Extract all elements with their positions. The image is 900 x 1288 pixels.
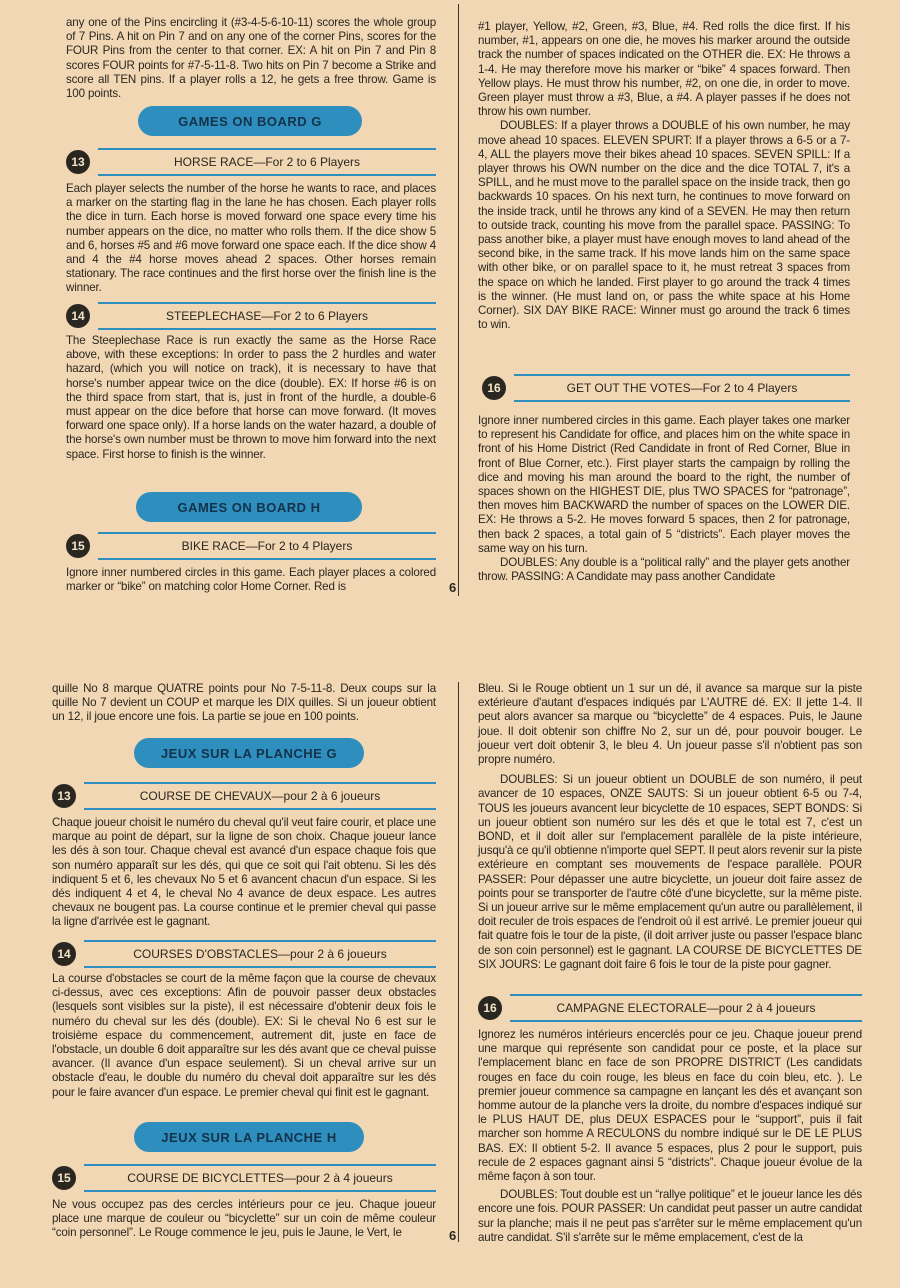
game-title: GET OUT THE VOTES—For 2 to 4 Players bbox=[566, 381, 798, 395]
game-15-header bbox=[66, 532, 436, 560]
game-title: CAMPAGNE ELECTORALE—pour 2 à 4 joueurs bbox=[556, 1001, 816, 1015]
divider bbox=[84, 1164, 436, 1166]
banner-board-h: JEUX SUR LA PLANCHE H bbox=[134, 1122, 364, 1152]
game-number-badge: 13 bbox=[66, 150, 90, 174]
game-number-badge: 15 bbox=[66, 534, 90, 558]
game-number-badge: 13 bbox=[52, 784, 76, 808]
divider bbox=[84, 940, 436, 942]
game-16-rules: Ignore inner numbered circles in this game. Each player takes one marker to represent his Candidate for office, and places him on the white space in front of his Home District (Red Candidate in front of Red Corner, Blue in front of Blue Corner, etc.). First player starts the campaign by rolling the dice and moving his man around the board to the right, the number of spaces shown on the HIGHEST DIE, plus TWO SPACES for “patronage”, then moves him BACKWARD the number of spaces on the LOWER DIE. EX: He throws a 5-2. He moves forward 5 spaces, then 2 for patronage, then back 2 spaces, a total gain of 5 “districts”. Each player moves the same way on his turn. bbox=[478, 414, 850, 555]
game-title: COURSES D'OBSTACLES—pour 2 à 6 joueurs bbox=[133, 947, 387, 961]
game-14-rules: La course d'obstacles se court de la même façon que la course de chevaux ci-dessus, avec ces exceptions: Afin de pouvoir passer deux obstacles (lesquels sont visibles sur la piste), il est nécessaire d'obtenir deux fois le numéro du cheval sur les dés (double). EX: Si le cheval No 6 est sur le troisième espace du commencement, autrement dit, juste en face de l'obstacle, un double 6 doit apparaître sur les dés avant que ce cheval puisse avancer. (Il avance d'un espace seulement). Si un cheval arrive sur un obstacle d'eau, le double du numéro du cheval doit apparaître sur les dés pour le faire avancer d'un espace. Le premier cheval qui finit est le gagnant. bbox=[52, 972, 436, 1099]
page-number: 6 bbox=[449, 580, 457, 595]
divider bbox=[510, 1020, 862, 1022]
intro-paragraph: any one of the Pins encircling it (#3-4-5-6-10-11) scores the whole group of 7 Pins. A hit on Pin 7 and on any one of the corner Pins, scores for the FOUR Pins from the center to that corner. EX: A hit on Pin 7 and Pin 8 scores FOUR points for #7-5-11-8. Two hits on Pin 7 become a Strike and score all TEN pins. If a player rolls a 12, he gets a free throw. Game is 100 points. bbox=[66, 16, 436, 101]
game-title: BIKE RACE—For 2 to 4 Players bbox=[181, 539, 353, 553]
divider bbox=[84, 1190, 436, 1192]
game-title: COURSE DE CHEVAUX—pour 2 à 6 joueurs bbox=[139, 789, 381, 803]
bike-race-rules: #1 player, Yellow, #2, Green, #3, Blue, #4. Red rolls the dice first. If his number, #1, appears on one die, he moves his marker around the outside track the number of spaces indicated on the OTHER die. EX: He throws a 1-4. He may therefore move his marker or “bike” 4 spaces forward. Then Yellow plays. He must throw his number, #2, on one die, in order to move. Green player must throw a #3, Blue, a #4. A player passes if he does not throw his own number. bbox=[478, 20, 850, 119]
game-16-header bbox=[482, 374, 850, 402]
game-number-badge: 15 bbox=[52, 1166, 76, 1190]
game-15-rules: Ne vous occupez pas des cercles intérieurs pour ce jeu. Chaque joueur place une marque de couleur ou “bicyclette” sur un coin de même couleur “coin personnel”. Le Rouge commence le jeu, puis le Jaune, le Vert, le bbox=[52, 1198, 436, 1240]
divider bbox=[98, 328, 436, 330]
game-15-header bbox=[52, 1164, 436, 1192]
page-number: 6 bbox=[449, 1228, 457, 1243]
bike-race-doubles: DOUBLES: If a player throws a DOUBLE of his own number, he may move ahead 10 spaces. ELEVEN SPURT: If a player throws a 6-5 or a 7-4, ALL the players move their bikes ahead 10 spaces. SEVEN SPILL: If a player throws his OWN number on the dice and the dice TOTAL 7, it's a SPILL, and he must move to the parallel space on the inside track, then go backwards 10 spaces. On his next turn, he continues to move forward on the inside track, until he throws any kind of a SEVEN. He may then return to outside track, counting his move from the parallel space. PASSING: To pass another bike, a player must have enough moves to land ahead of the second bike, in the same track. If his move lands him on the same space with other bike, or on parallel space to it, he must retreat 3 spaces from the space on which he landed. First player to go around the track 4 times is the winner. (He must land on, or pass the white space at his Home Corner). SIX DAY BIKE RACE: Winner must go around the track 6 times to win. bbox=[478, 119, 850, 332]
game-16-rules: Ignorez les numéros intérieurs encerclés pour ce jeu. Chaque joueur prend une marque qui représente son candidat pour ce poste, et la place sur l'emplacement blanc en face de son PROPRE DISTRICT (Les candidats rouges en face du coin rouge, les bleus en face du coin bleu, etc. ). Le premier joueur commence sa campagne en lançant les dés et avançant son homme autour de la planche vers la droite, du nombre d'espaces indiqué sur le PLUS HAUT DE, plus DEUX ESPACES pour le “support”, puis il fait marcher son homme A RECULONS du nombre indiqué sur le DE LE PLUS BAS. EX: Il obtient 5-2. Il avance 5 espaces, plus 2 pour le support, puis recule de 2 espaces gagnant ainsi 5 “districts”. Chaque joueur évolue de la même façon à son tour. bbox=[478, 1028, 862, 1184]
divider bbox=[84, 808, 436, 810]
game-13-header bbox=[66, 148, 436, 176]
game-15-rules: Ignore inner numbered circles in this game. Each player places a colored marker or “bike” on matching color Home Corner. Red is bbox=[66, 566, 436, 594]
divider bbox=[84, 782, 436, 784]
game-14-header bbox=[52, 940, 436, 968]
divider bbox=[98, 148, 436, 150]
game-title: HORSE RACE—For 2 to 6 Players bbox=[173, 155, 361, 169]
game-16-doubles: DOUBLES: Any double is a “political rally” and the player gets another throw. PASSING: A Candidate may pass another Candidate bbox=[478, 556, 850, 584]
divider bbox=[98, 532, 436, 534]
column-divider bbox=[458, 4, 459, 596]
column-divider bbox=[458, 682, 459, 1242]
game-number-badge: 14 bbox=[66, 304, 90, 328]
intro-paragraph: quille No 8 marque QUATRE points pour No 7-5-11-8. Deux coups sur la quille No 7 devient un COUP et marque les DIX quilles. Si un joueur obtient un 12, il joue encore une fois. La partie se joue en 100 points. bbox=[52, 682, 436, 724]
banner-board-g: GAMES ON BOARD G bbox=[138, 106, 362, 136]
french-page bbox=[0, 644, 900, 1288]
game-14-header bbox=[66, 302, 436, 330]
game-number-badge: 16 bbox=[478, 996, 502, 1020]
bike-race-doubles: DOUBLES: Si un joueur obtient un DOUBLE de son numéro, il peut avancer de 10 espaces, ONZE SAUTS: Si un joueur obtient 6-5 ou 7-4, TOUS les joueurs avancent leur bicyclette de 10 espaces, SEPT BONDS: Si un joueur obtient son numéro sur les dés et que le total est 7, c'est un BOND, et il doit aller sur l'emplacement parallèle de la piste intérieure, jusqu'à ce qu'il obtienne n'importe quel SEPT. Il peut alors revenir sur la piste extérieure en comptant ses mouvements de l'espace parallèle. POUR PASSER: Pour dépasser une autre bicyclette, un joueur doit faire assez de points pour se transporter de l'autre côté d'une bicyclette, sur la même piste. Si un joueur arrive sur le même emplacement qu'un autre ou parallèlement, il doit reculer de trois espaces de l'endroit où il est arrivé. Le premier joueur qui fait quatre fois le tour de la piste, (il doit arriver juste ou passer l'espace blanc de son coin personnel) est le gagnant. LA COURSE DE BICYCLETTES DE SIX JOURS: Le gagnant doit faire 6 fois le tour de la piste pour gagner. bbox=[478, 773, 862, 971]
game-16-doubles: DOUBLES: Tout double est un “rallye politique” et le joueur lance les dés encore une fois. POUR PASSER: Un candidat peut passer un autre candidat sur la planche; mais il ne peut pas s'arrêter sur le même emplacement qu'un autre candidat. S'il s'arrête sur le même emplacement, c'est de la bbox=[478, 1188, 862, 1244]
divider bbox=[98, 558, 436, 560]
divider bbox=[514, 400, 850, 402]
game-title: STEEPLECHASE—For 2 to 6 Players bbox=[165, 309, 369, 323]
game-13-header bbox=[52, 782, 436, 810]
game-16-header bbox=[478, 994, 862, 1022]
game-13-rules: Chaque joueur choisit le numéro du cheval qu'il veut faire courir, et place une marque au point de départ, sur la ligne de son choix. Chaque joueur lance les dés à son tour. Chaque cheval est avancé d'un espace chaque fois que son numéro apparaît sur les dés, qui que ce soit qui l'ait obtenu. Si les dés indiquent 5 et 6, les chevaux No 5 et 6 avancent chacun d'un espace. Si les dés indiquent 4 et 4, le cheval No 4 avance de deux espace. Les autres chevaux ne bougent pas. La course continue et le premier cheval qui passe la ligne d'arrivée est le gagnant. bbox=[52, 816, 436, 929]
divider bbox=[98, 174, 436, 176]
divider bbox=[98, 302, 436, 304]
game-13-rules: Each player selects the number of the horse he wants to race, and places a marker on the starting flag in the lane he has chosen. Each player rolls the dice in turn. Each horse is moved forward one space every time his number appears on the dice, no matter who rolls them. If the dice show 5 and 6, horses #5 and #6 move forward one space each. If the dice show 4 and 4 the #4 horse moves ahead 2 spaces. Other horses remain stationary. The race continues and the first horse over the finish line is the winner. bbox=[66, 182, 436, 295]
game-14-rules: The Steeplechase Race is run exactly the same as the Horse Race above, with these exceptions: In order to pass the 2 hurdles and water hazard, (which you will notice on track), it is necessary to have that horse's number appear twice on the dice (double). EX: If horse #6 is on the third space from start, that is, just in front of the hurdle, a double-6 must appear on the dice before that horse can move forward. (It moves forward one space only). If a horse lands on the water hazard, a double of the horse's own number must be thrown to move him forward into the next space. First horse to finish is the winner. bbox=[66, 334, 436, 461]
game-title: COURSE DE BICYCLETTES—pour 2 à 4 joueurs bbox=[127, 1171, 393, 1185]
divider bbox=[514, 374, 850, 376]
game-number-badge: 14 bbox=[52, 942, 76, 966]
game-number-badge: 16 bbox=[482, 376, 506, 400]
banner-board-h: GAMES ON BOARD H bbox=[136, 492, 362, 522]
divider bbox=[510, 994, 862, 996]
divider bbox=[84, 966, 436, 968]
banner-board-g: JEUX SUR LA PLANCHE G bbox=[134, 738, 364, 768]
bike-race-rules: Bleu. Si le Rouge obtient un 1 sur un dé, il avance sa marque sur la piste extérieure d'autant d'espaces indiqués par L'AUTRE dé. EX: Il jette 1-4. Il peut alors avancer sa marque ou “bicyclette” de 4 espaces. Puis, le Jaune joue. Il doit obtenir son chiffre No 2, sur un dé, pour pouvoir bouger. Le joueur vert doit obtenir 3, le bleu 4. Un joueur passe s'il n'obtient pas son propre numéro. bbox=[478, 682, 862, 767]
